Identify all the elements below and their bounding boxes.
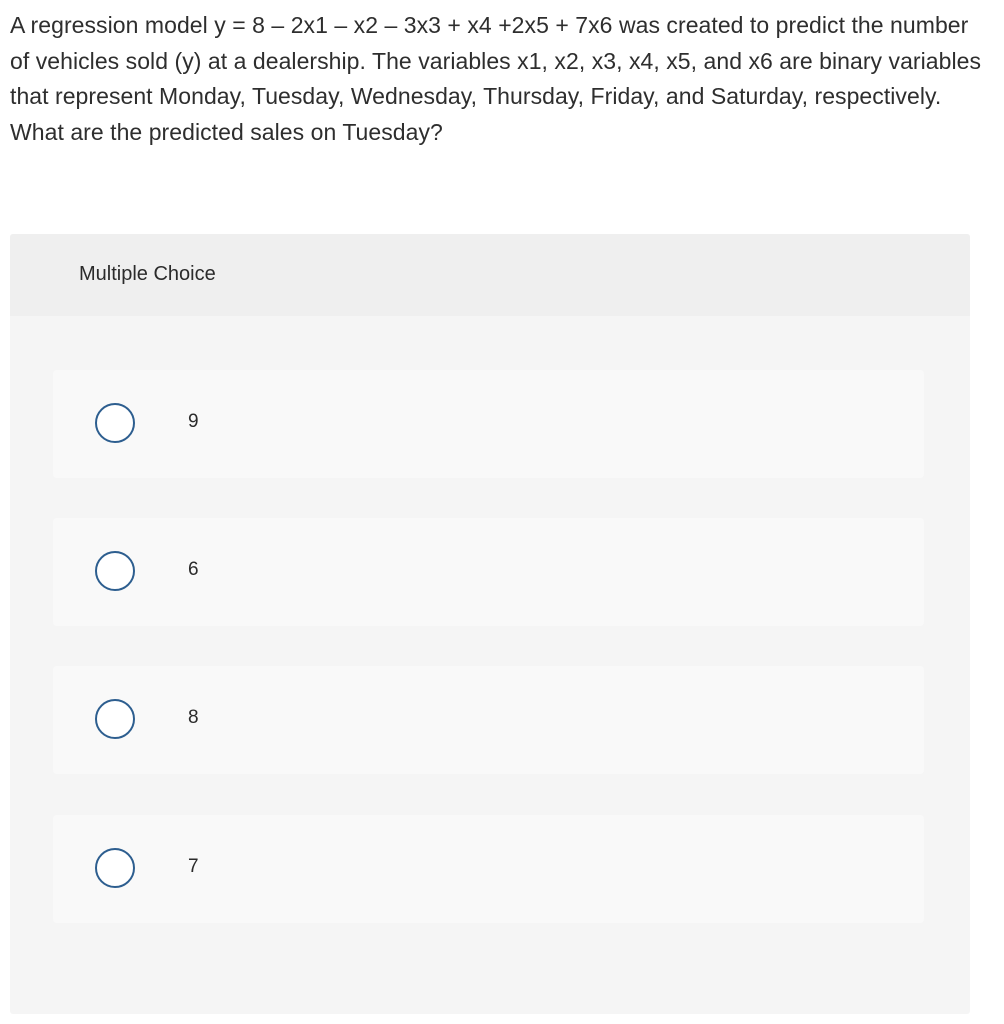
question-text: A regression model y = 8 – 2x1 – x2 – 3x3 + x4 +2x5 + 7x6 was created to predict the number of vehicles sold (y) at a dealership. The variables x1, x2, x3, x4, x5, and x6 are binary variables that represent Monday, Tuesday, Wednesday, Thursday, Friday, and Saturday, respectively. What are the predicted sales on Tuesday? — [10, 12, 982, 145]
answer-option-3[interactable] — [53, 666, 924, 774]
answer-option-2[interactable] — [53, 518, 924, 626]
answer-option-label: 6 — [188, 559, 199, 580]
multiple-choice-label: Multiple Choice — [79, 263, 216, 285]
answer-option-label: 9 — [188, 411, 199, 432]
radio-button-icon[interactable] — [95, 403, 135, 443]
answer-option-1[interactable] — [53, 370, 924, 478]
radio-button-icon[interactable] — [95, 699, 135, 739]
radio-button-icon[interactable] — [95, 551, 135, 591]
multiple-choice-header — [10, 234, 970, 316]
answer-option-4[interactable] — [53, 815, 924, 923]
answer-option-label: 7 — [188, 856, 199, 877]
radio-button-icon[interactable] — [95, 848, 135, 888]
multiple-choice-panel — [10, 234, 970, 1014]
answer-option-label: 8 — [188, 707, 199, 728]
